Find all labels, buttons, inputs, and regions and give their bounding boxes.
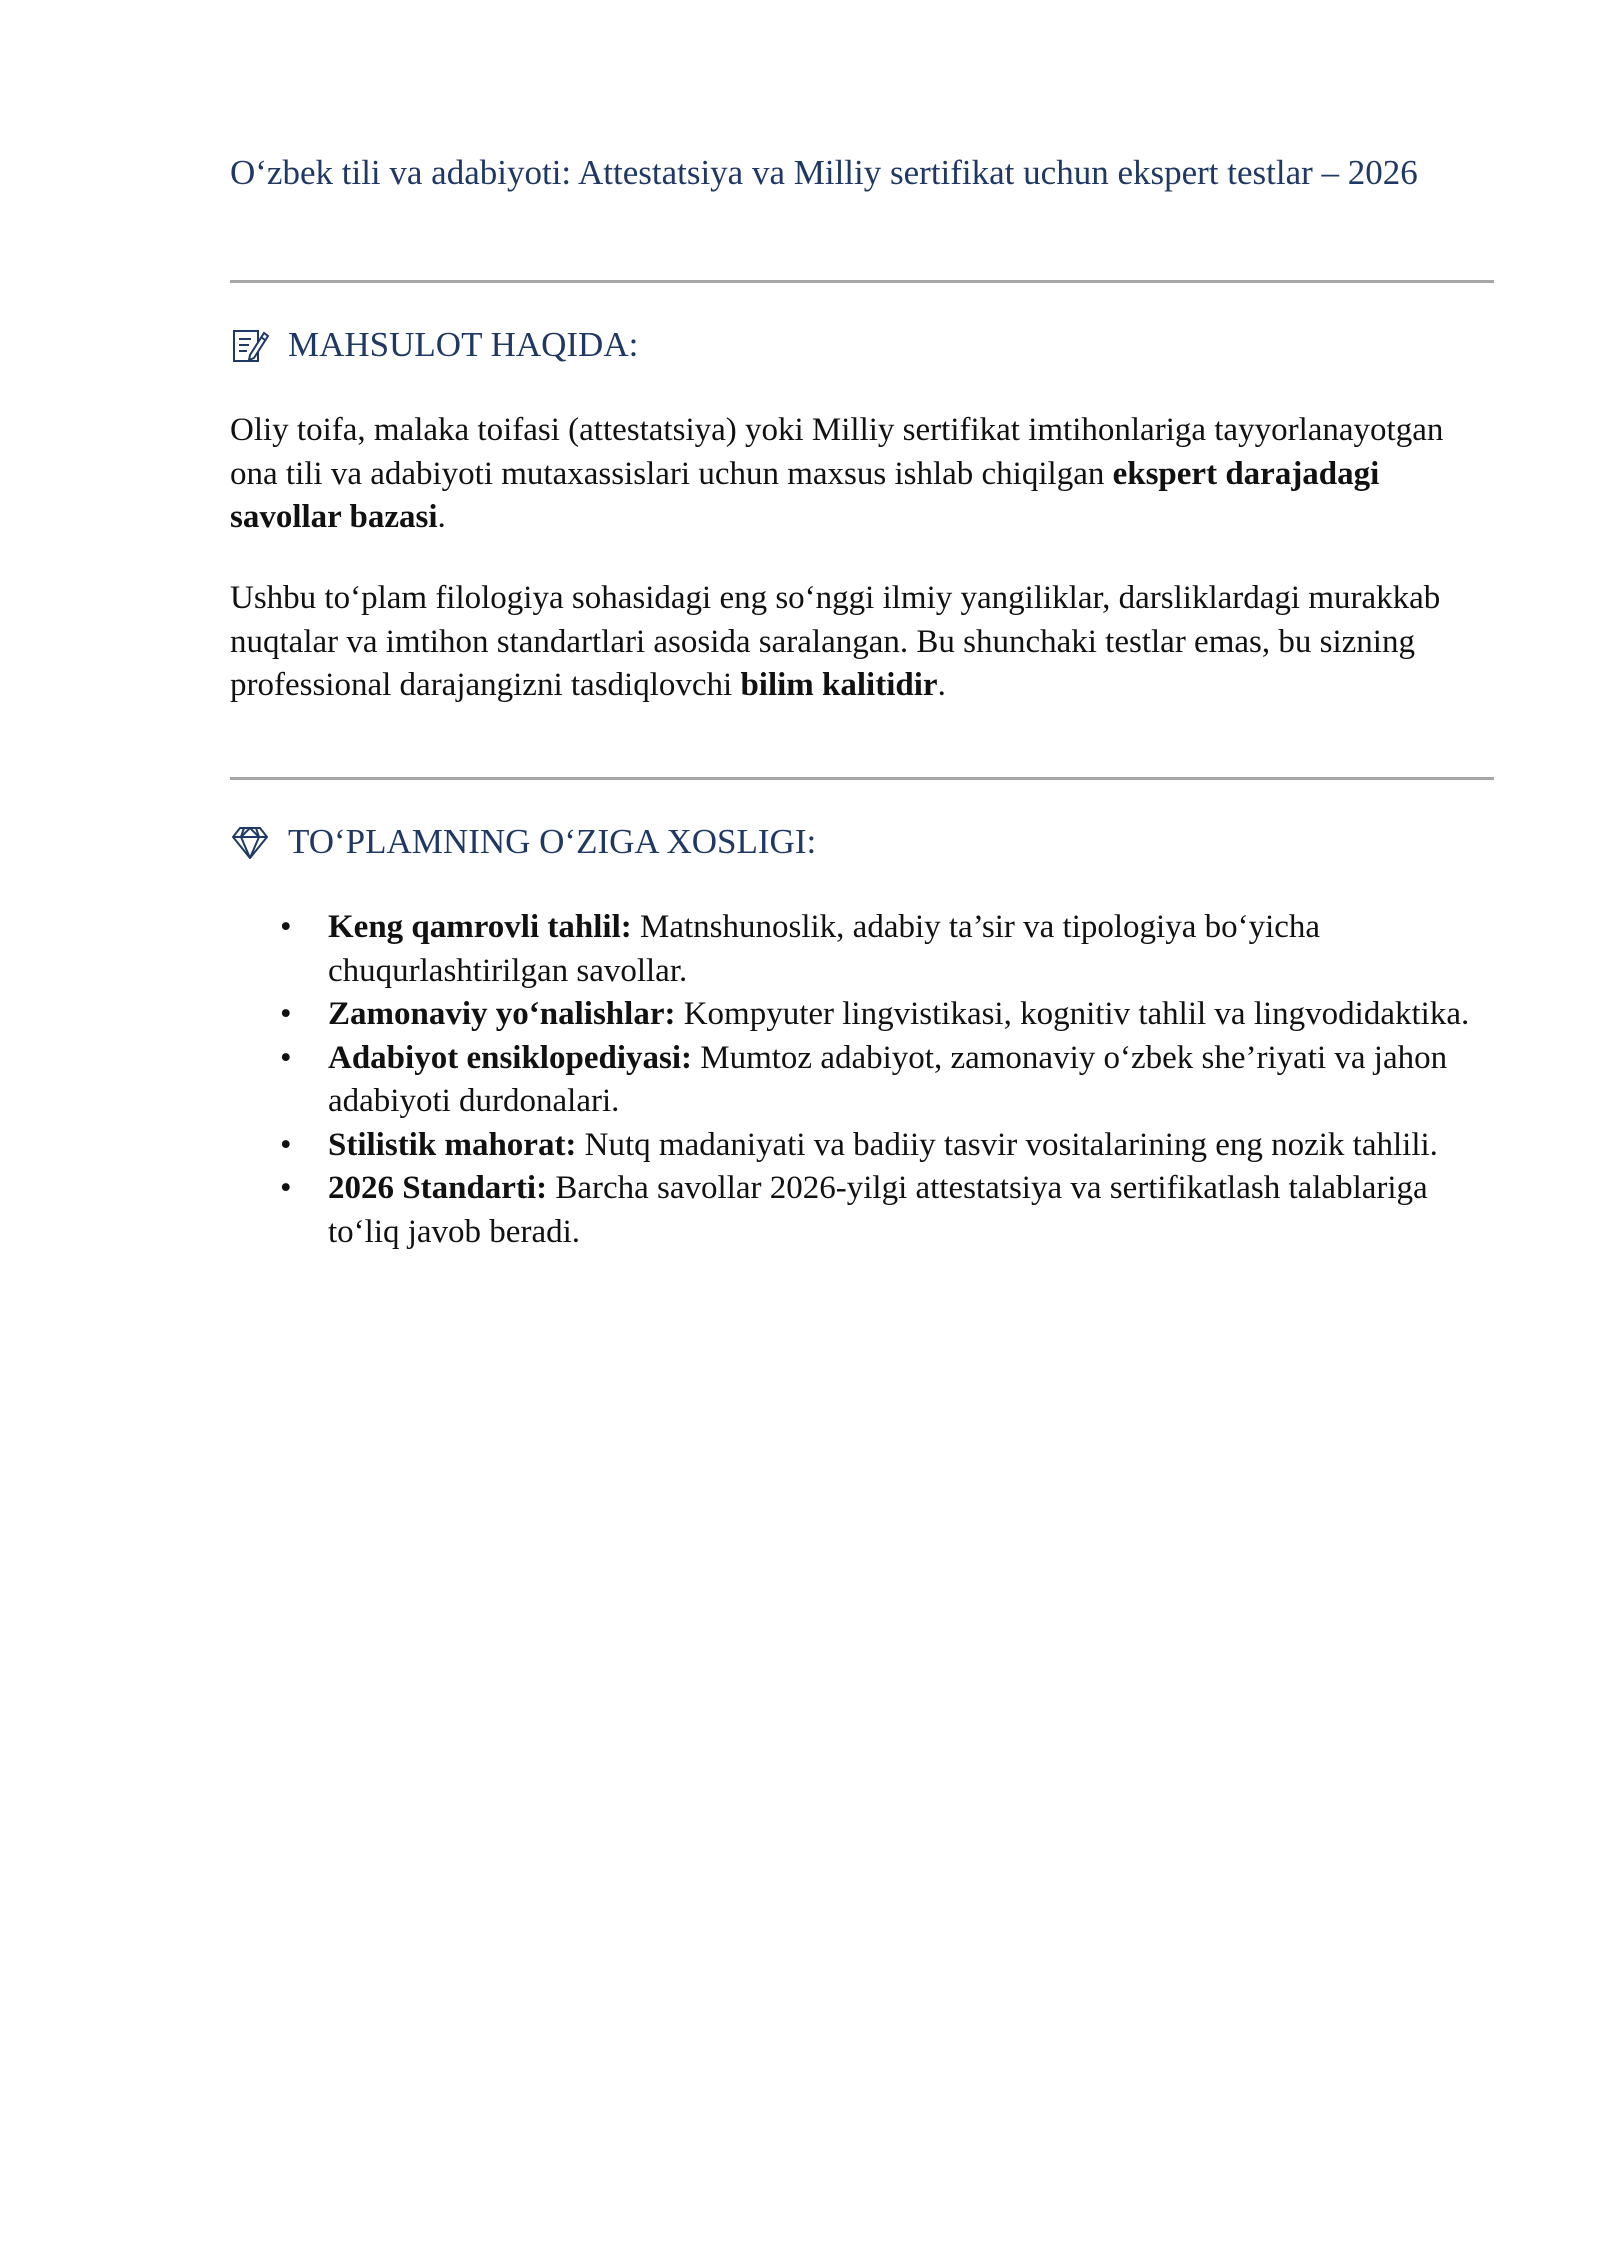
feature-label: Stilistik mahorat: [328, 1126, 577, 1163]
about-paragraph-1-bold: ekspert darajadagi savollar bazasi [230, 455, 1380, 535]
list-item [230, 1124, 1494, 1168]
feature-text: Matnshunoslik, adabiy ta’sir va tipologiya bo‘yicha chuqurlashtirilgan savollar. [328, 909, 1321, 989]
about-paragraph-1 [230, 409, 1494, 540]
about-paragraph-2 [230, 577, 1494, 708]
features-heading [230, 819, 816, 865]
about-paragraph-2-end: . [937, 667, 946, 703]
bullet: • [280, 909, 292, 945]
list-item [230, 906, 1494, 993]
horizontal-rule [230, 777, 1494, 780]
list-item [230, 1167, 1494, 1254]
about-paragraph-2-bold: bilim kalitidir [740, 667, 938, 703]
features-heading-text: TO‘PLAMNING O‘ZIGA XOSLIGI: [288, 822, 817, 861]
feature-label: Adabiyot ensiklopediyasi: [328, 1039, 692, 1076]
feature-label: Keng qamrovli tahlil: [328, 909, 632, 945]
feature-text: Barcha savollar 2026-yilgi attestatsiya va sertifikatlash talablariga to‘liq javob beradi. [328, 1170, 1428, 1250]
about-heading [230, 322, 638, 368]
about-paragraph-1-text: Oliy toifa, malaka toifasi (attestatsiya) yoki Milliy sertifikat imtihonlariga tayyorlanayotgan ona tili va adabiyoti mutaxassislari uchun maxsus ishlab chiqilgan [230, 412, 1444, 492]
horizontal-rule [230, 280, 1494, 283]
feature-label: 2026 Standarti: [328, 1170, 548, 1206]
memo-pencil-icon [230, 325, 270, 365]
bullet: • [280, 1039, 292, 1076]
document-title: O‘zbek tili va adabiyoti: Attestatsiya va Milliy sertifikat uchun ekspert testlar – 2026 [230, 153, 1418, 192]
list-item [230, 1037, 1494, 1124]
feature-text: Mumtoz adabiyot, zamonaviy o‘zbek she’riyati va jahon adabiyoti durdonalari. [328, 1039, 1448, 1119]
bullet: • [280, 1126, 292, 1163]
diamond-icon [230, 822, 270, 862]
features-list [230, 906, 1494, 1254]
feature-text: Kompyuter lingvistikasi, kognitiv tahlil va lingvodidaktika. [675, 996, 1470, 1032]
bullet: • [280, 1170, 292, 1206]
feature-text: Nutq madaniyati va badiiy tasvir vositalarining eng nozik tahlili. [576, 1126, 1438, 1163]
about-paragraph-1-end: . [437, 499, 446, 535]
feature-label: Zamonaviy yo‘nalishlar: [328, 996, 676, 1032]
about-paragraph-2-text: Ushbu to‘plam filologiya sohasidagi eng so‘nggi ilmiy yangiliklar, darsliklardagi murakkab nuqtalar va imtihon standartlari asosida saralangan. Bu shunchaki testlar emas, bu sizning professional darajangizni tasdiqlovchi [230, 580, 1441, 703]
about-heading-text: MAHSULOT HAQIDA: [288, 325, 639, 364]
list-item [230, 993, 1494, 1037]
bullet: • [280, 996, 292, 1032]
